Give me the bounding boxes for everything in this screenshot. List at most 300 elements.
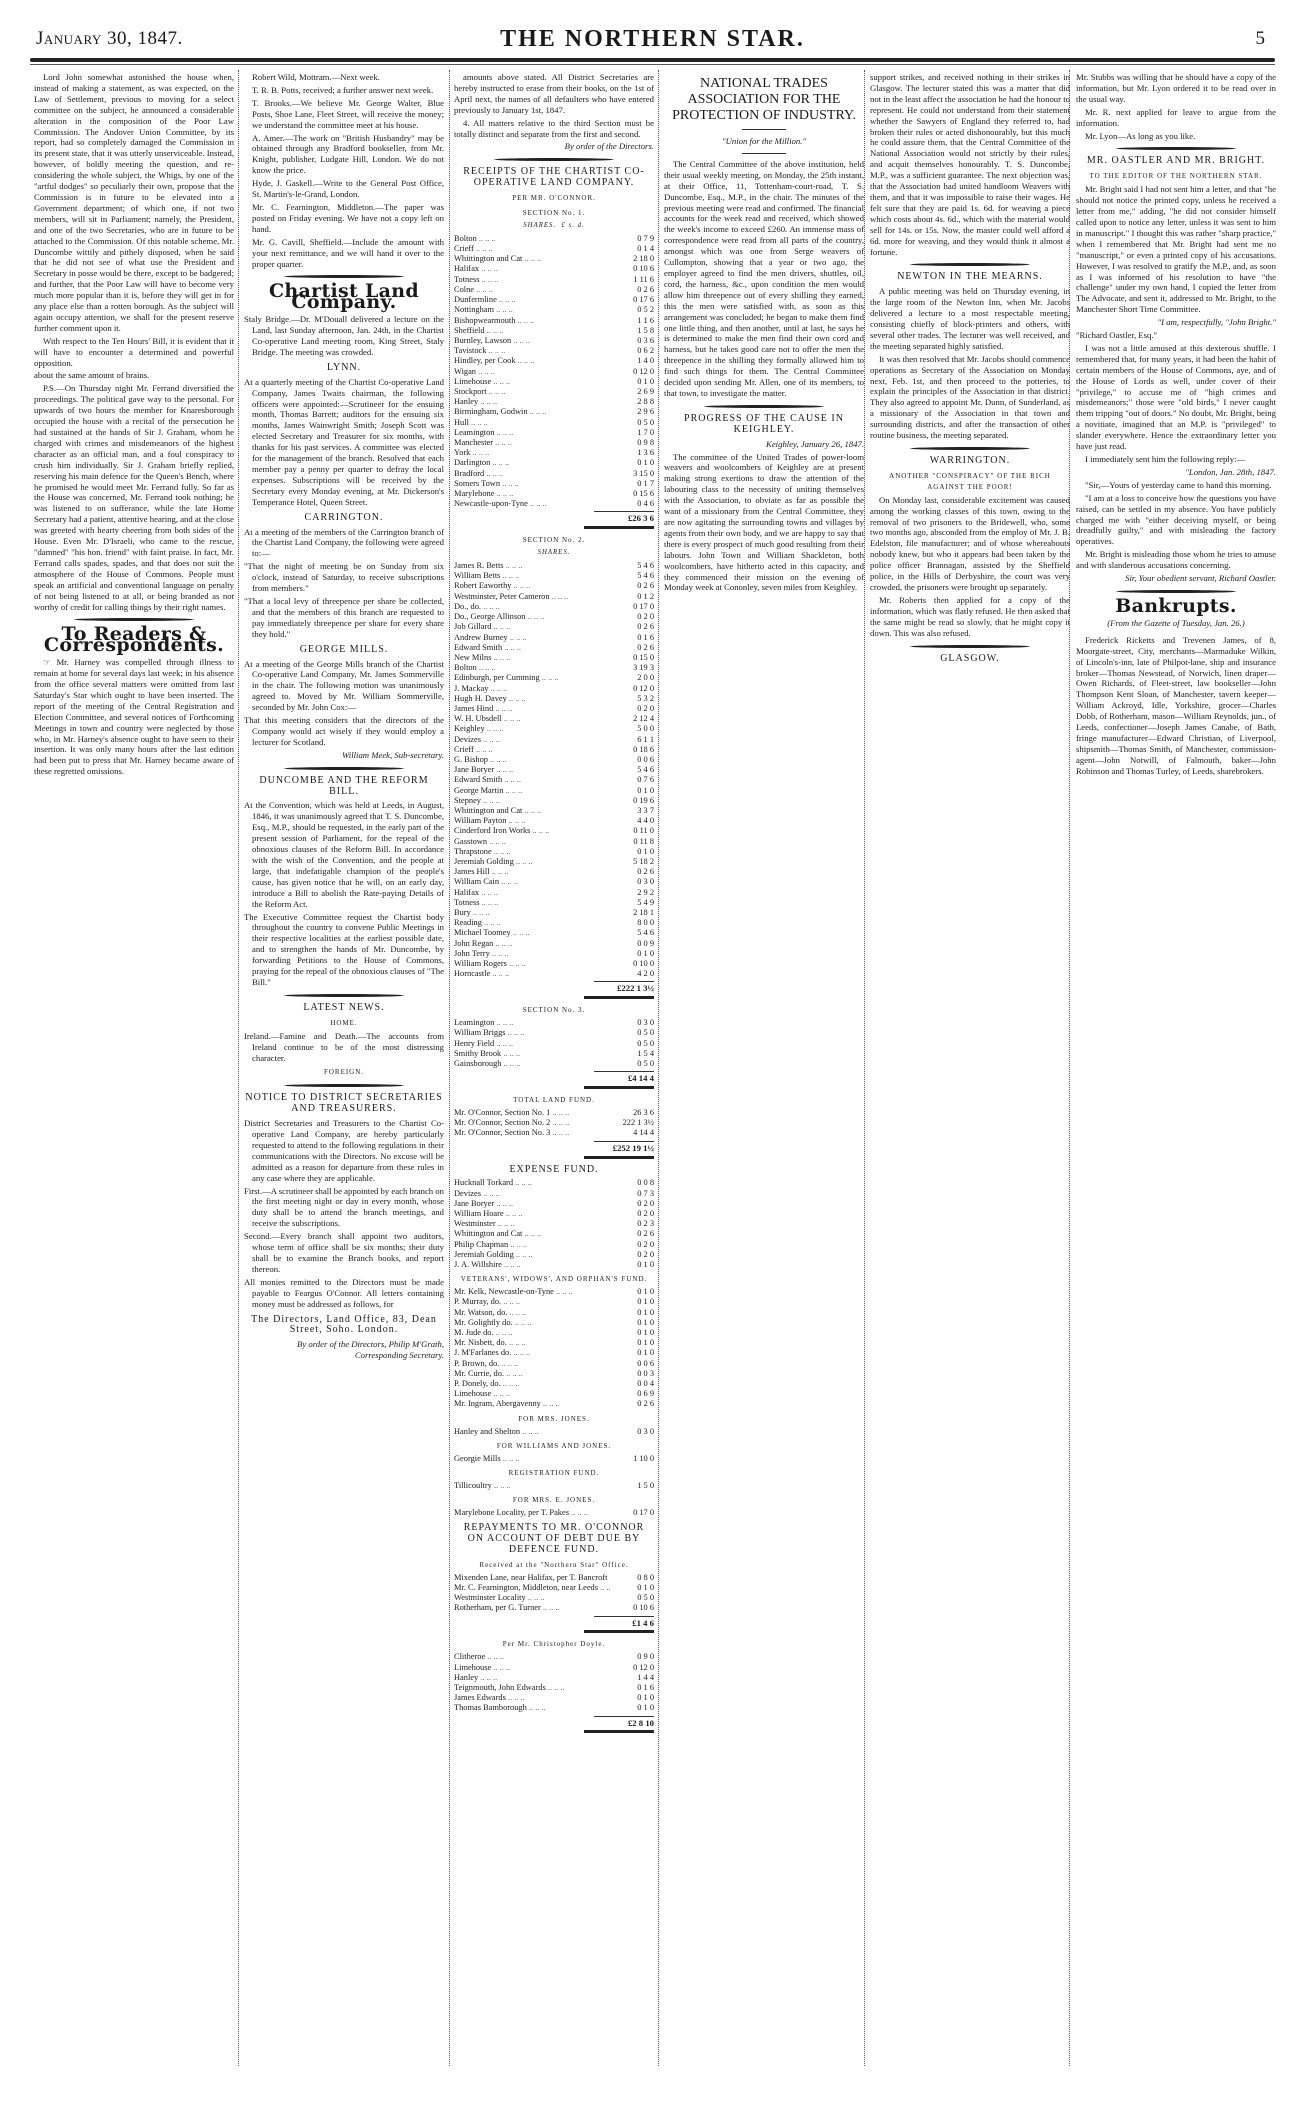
small-caption: FOR MRS. JONES. (518, 1414, 590, 1423)
ledger-name: Clitheroe .. (454, 1652, 610, 1662)
correspondent-notice: T. Brooks.—We believe Mr. George Walter, Blue Posts, Shoe Lane, Fleet Street, will receive the money; we understand the committee meet at his house. (252, 97, 444, 130)
article-paragraph: At a meeting of the members of the Carrington branch of the Chartist Land Company, the following were agreed to:— (244, 526, 444, 559)
small-caption: TO THE EDITOR OF THE NORTHERN STAR. (1089, 172, 1263, 181)
ledger-row (454, 1178, 654, 1188)
ledger-total: £1 4 6 (594, 1616, 654, 1629)
ledger-amount: 0 5 0 (637, 1593, 654, 1603)
article-paragraph: "Richard Oastler, Esq." (1076, 330, 1158, 341)
ledger-name: Manchester .. (454, 438, 610, 448)
ornamental-rule (910, 263, 1030, 266)
article-paragraph: Mr. R. next applied for leave to argue from the information. (1076, 106, 1276, 128)
ledger-row (454, 428, 654, 438)
article-subheading: LYNN. (326, 361, 362, 373)
article-subheading: WARRINGTON. (929, 455, 1011, 466)
ledger-amount: 0 1 0 (637, 948, 654, 958)
ledger-amount: 0 0 6 (637, 754, 654, 764)
ledger-row (454, 908, 654, 918)
ledger-amount: 0 6 9 (637, 1389, 654, 1399)
column-divider (1069, 70, 1070, 2066)
article-subheading: NEWTON IN THE MEARNS. (897, 271, 1043, 283)
ornamental-rule (74, 618, 194, 621)
ledger-name: James Hind .. (454, 704, 610, 714)
ledger-name: Gainsborough .. (454, 1059, 610, 1069)
ledger-row (454, 316, 654, 326)
ledger-name: Limehouse .. (454, 377, 610, 387)
ledger-row (454, 653, 654, 663)
ledger-row (454, 1189, 654, 1199)
ledger-name: Philip Chapman .. (454, 1240, 610, 1250)
column-divider (864, 70, 865, 2066)
ledger-row (454, 418, 654, 428)
ledger-row (454, 877, 654, 887)
ledger-name: W. H. Ubsdell .. (454, 714, 610, 724)
ledger-name: Whittington and Cat .. (454, 806, 610, 816)
ledger-name: William Rogers .. (454, 959, 610, 969)
article-paragraph: "That a local levy of threepence per share be collected, and that the members of this branch are requested to pay immediately threepence per share for every share they hold." (244, 595, 444, 639)
ledger-total: £26 3 6 (594, 511, 654, 524)
ledger-row (454, 1240, 654, 1250)
ledger-name: Tillicoultry .. (454, 1481, 610, 1491)
ledger-name: J. A. Willshire .. (454, 1260, 610, 1270)
article-subheading: PROGRESS OF THE CAUSE IN KEIGHLEY. (684, 412, 844, 435)
article-paragraph: Lord John somewhat astonished the house when, instead of making a statement, as was expected, on the Law of Settlement, previous to moving for a select committee on the subject, he announced a considerable alteration in the composition of the Poor Law Commission. The Andover Union Committee, by its report, had so completely damaged the Commission in its present state, that it was utterly unserviceable. Instead, however, of boldly meeting the question, and re-considering the whole subject, the Whigs, by one of the "artful dodges" so peculiarly their own, propose that the Commission is in future to be elevated into a Government department; of which one, if not two members, will sit in Parliament; namely, the President, and one of the two Secretaries, who are in future to be attached to the Commission. Of this notable scheme, Mr. Duncombe wittily and pithely disposed, when he said that he did not see of what use the President and Secretary in posse would be there, except to be badgered; and further, that the Poor Law will have to become very much more popular than it is, before they will get in for any place else than a rotten borough. As the subject will again occupy attention, we shall for the present reserve further comment upon it. (34, 72, 234, 333)
signature-line: "London, Jan. 28th, 1847. (1185, 466, 1276, 477)
small-caption: Per Mr. Christopher Doyle. (502, 1640, 606, 1649)
ledger-name: Jeremiah Golding .. (454, 857, 610, 867)
ledger-amount: 0 8 0 (637, 1572, 654, 1582)
article-paragraph: At the Convention, which was held at Leeds, in August, 1846, it was unanimously agreed that T. S. Duncombe, Esq., M.P., should be requested, in the early part of the present session of Parliament, for the repeal of the obnoxious clauses of the Reform Bill. In accordance with the wish of the Convention, and the people at large, that indefatigable champion of the people's cause, has given notice that he will, on an early day, introduce a Bill to abolish the Rate-paying Details of the Reform Act. (244, 800, 444, 909)
subscription-ledger (454, 221, 654, 529)
article-subheading: CARRINGTON. (304, 511, 384, 523)
ledger-name: William Briggs .. (454, 1028, 610, 1038)
ledger-row (454, 326, 654, 336)
subscription-ledger (454, 1573, 654, 1634)
ledger-row (454, 1603, 654, 1613)
ledger-row (454, 898, 654, 908)
ledger-amount: 1 4 0 (637, 356, 654, 366)
article-paragraph: First.—A scrutineer shall be appointed by each branch on the first meeting night or day in every month, whose duty shall be to attend the branch meetings, and receive the subscriptions. (244, 1185, 444, 1229)
ledger-amount: 0 2 0 (637, 612, 654, 622)
ledger-name: Mixenden Lane, near Halifax, per T. Bancroft .. (454, 1573, 610, 1583)
ledger-row (454, 1583, 654, 1593)
column-divider (449, 70, 450, 2066)
ledger-row (454, 397, 654, 407)
ledger-amount: 0 15 6 (633, 488, 654, 498)
ledger-name: Mr. Watson, do. .. (454, 1308, 610, 1318)
article-paragraph: ☞ Mr. Harney was compelled through illness to remain at home for several days last week; in his absence from the office several matters were omitted from last Saturday's Star which ought to have been inserted. The report of the meeting of the Central Registration and Election Committee, and several notices of Forthcoming Meetings in town and country were neglected by those who, in Mr. Harney's absence ought to have seen to their insertion. It was only many hours after the last edition had been put to press that Mr. Harney became aware of these regretted omissions. (34, 657, 234, 777)
signature-line: Keighley, January 26, 1847. (766, 438, 864, 449)
ledger-name: James R. Betts .. (454, 561, 610, 571)
subscription-ledger (454, 1018, 654, 1089)
ledger-row (454, 704, 654, 714)
motto-line: "Union for the Million." (721, 136, 807, 146)
ledger-amount: 0 10 6 (633, 264, 654, 274)
ledger-row (454, 1389, 654, 1399)
ledger-row (454, 581, 654, 591)
ledger-name: Bradford .. (454, 469, 610, 479)
ledger-total-rule (584, 1730, 654, 1733)
ledger-name: Wigan .. (454, 367, 610, 377)
ledger-amount: 0 5 0 (637, 1028, 654, 1038)
ledger-name: Mr. Kelk, Newcastle-on-Tyne .. (454, 1287, 610, 1297)
subscription-ledger (454, 1508, 654, 1518)
article-paragraph: At a quarterly meeting of the Chartist Co-operative Land Company, James Twaits chairman, the following officers were appointed:—Scrutineer for the ensuing month, Thomas Barrett; auditors for the ensuing six months, James Wainwright Smith; Joseph Scott was elected Secretary and Treasurer for six months, with thanks for his past services. A committee was elected for the management of the branch. Resolved that each member pay a penny per quarter to defray the local expenses. Subscriptions will be received by the Secretary every Monday evening, at Mr. Dickerson's Temperance Hotel, Queen Street. (244, 376, 444, 507)
ledger-name: Somers Town .. (454, 479, 610, 489)
ledger-row (454, 694, 654, 704)
ledger-name: Mr. C. Fearnington, Middleton, near Leeds .. (454, 1583, 610, 1593)
ledger-row (454, 438, 654, 448)
ledger-amount: 2 12 4 (633, 714, 654, 724)
ledger-amount: 5 0 0 (637, 724, 654, 734)
correspondent-notice: A. Amer.—The work on "British Husbandry" may be obtained through any Bradford bookseller, from Mr. Knight, publisher, Ludgate Hill, London. We do not know the price. (252, 132, 444, 176)
ledger-amount: 0 2 0 (637, 703, 654, 713)
ledger-row (454, 377, 654, 387)
ledger-amount: 0 2 0 (637, 1198, 654, 1208)
article-paragraph: support strikes, and received nothing in their strikes in Glasgow. The lecturer stated this was a matter that did not in the least affect the association he had the honour to represent. He could not understand from their statement whether the Sawyers of England they referred to, had broken their rules or acted dishonourably, but this much he could assure them, that the Central Committee of the National Association would not strictly by their rules, and acquit themselves honourably. T. S. Duncombe, M.P., was a sufficient guarantee. The next objection was, that the Association had united handloom Weavers with them, and that it was impossible to raise their wages. He felt sure that they are paid 1s. 6d. for weaving a piece which costs about 4s. 6d., which with the material would sell for 14s. or 15s. Now, the master could well afford a 6d. more for weaving, and they would think it almost a fortune. (870, 72, 1070, 257)
ledger-row (454, 949, 654, 959)
ledger-amount: 0 17 0 (633, 1507, 654, 1517)
ledger-row (454, 275, 654, 285)
subscription-ledger (454, 1454, 654, 1464)
ledger-row (454, 643, 654, 653)
ledger-name: Hindley, per Cook .. (454, 356, 610, 366)
ledger-amount: 5 18 2 (633, 856, 654, 866)
ledger-row (454, 867, 654, 877)
ledger-name: Henry Field .. (454, 1039, 610, 1049)
correspondent-notice: Robert Wild, Mottram.—Next week. (252, 72, 380, 82)
ledger-name: Hanley and Shelton .. (454, 1427, 610, 1437)
ledger-row (454, 786, 654, 796)
ledger-amount: 0 2 6 (637, 642, 654, 652)
ledger-name: Robert Eaworthy .. (454, 581, 610, 591)
ledger-name: Totness .. (454, 898, 610, 908)
ledger-name: Sheffield .. (454, 326, 610, 336)
ledger-amount: 0 1 0 (637, 458, 654, 468)
ledger-row (454, 928, 654, 938)
ledger-amount: 0 2 6 (637, 867, 654, 877)
subscription-ledger (454, 1287, 654, 1409)
subscription-ledger (454, 1481, 654, 1491)
small-caption: FOR WILLIAMS AND JONES. (496, 1441, 612, 1450)
ledger-name: Hugh H. Davey .. (454, 694, 610, 704)
ledger-amount: 0 2 6 (637, 1399, 654, 1409)
ledger-row (454, 775, 654, 785)
small-caption: TOTAL LAND FUND. (513, 1096, 595, 1105)
column-6 (1076, 72, 1276, 779)
ledger-row (454, 1318, 654, 1328)
ledger-name: Newcastle-upon-Tyne .. (454, 499, 610, 509)
ledger-amount: 0 1 6 (637, 632, 654, 642)
ledger-name: Westminster .. (454, 1219, 610, 1229)
article-paragraph: With respect to the Ten Hours' Bill, it is evident that it will have to encounter a determined and powerful opposition. (34, 335, 234, 368)
ledger-row (454, 469, 654, 479)
article-subheading: EXPENSE FUND. (509, 1163, 599, 1175)
ledger-row (454, 1229, 654, 1239)
ledger-amount: 1 5 0 (637, 1480, 654, 1490)
ledger-row (454, 714, 654, 724)
ledger-row (454, 1359, 654, 1369)
ledger-row (454, 765, 654, 775)
column-5 (870, 72, 1070, 667)
ledger-amount: 1 7 0 (637, 427, 654, 437)
ledger-name: Whittington and Cat .. (454, 1229, 610, 1239)
ledger-amount: 0 7 3 (637, 1188, 654, 1198)
ledger-row (454, 806, 654, 816)
ledger-amount: 222 1 3½ (622, 1118, 654, 1128)
ledger-amount: 1 4 4 (637, 1672, 654, 1682)
ledger-total-rule (584, 996, 654, 999)
ledger-name: M. Jude do. .. (454, 1328, 610, 1338)
ledger-column-header: SHARES. £ s. d. (523, 221, 585, 229)
ledger-amount: 0 1 0 (637, 785, 654, 795)
ledger-amount: 26 3 6 (633, 1108, 654, 1118)
ledger-total-rule (584, 1086, 654, 1089)
correspondent-notice: Mr. C. Fearnington, Middleton.—The paper was posted on Friday evening. We have not a copy left on hand. (252, 201, 444, 234)
ledger-row (454, 918, 654, 928)
article-paragraph: 4. All matters relative to the third Section must be totally distinct and separate from the first and second. (454, 117, 654, 139)
ledger-amount: 0 1 0 (637, 1693, 654, 1703)
ledger-row (454, 356, 654, 366)
small-caption: SECTION No. 2. (522, 536, 586, 545)
article-paragraph: amounts above stated. All District Secretaries are hereby instructed to erase from their books, on the 1st of April next, the names of all defaulters who have entered previously to January 1st, 1847. (454, 72, 654, 115)
ledger-name: Smithy Brook .. (454, 1049, 610, 1059)
signature-line: By order of the Directors, Philip M'Grath, Corresponding Secretary. (297, 1339, 444, 1361)
ledger-row (454, 796, 654, 806)
ledger-name: Edinburgh, per Cumming .. (454, 673, 610, 683)
ledger-row (454, 1018, 654, 1028)
ledger-name: Colne .. (454, 285, 610, 295)
ledger-amount: 0 1 0 (637, 1307, 654, 1317)
ledger-amount: 5 4 6 (637, 765, 654, 775)
article-subheading: REPAYMENTS TO MR. O'CONNOR ON ACCOUNT OF DEBT DUE BY DEFENCE FUND. (463, 1522, 645, 1555)
ornamental-rule (284, 1084, 404, 1087)
ledger-row (454, 1118, 654, 1128)
ledger-amount: 5 4 9 (637, 897, 654, 907)
ledger-row (454, 1039, 654, 1049)
ledger-row (454, 939, 654, 949)
ledger-amount: 0 0 3 (637, 1368, 654, 1378)
ledger-total-rule (584, 1156, 654, 1159)
ledger-name: Crieff .. (454, 745, 610, 755)
ledger-name: William Hoare .. (454, 1209, 610, 1219)
signature-line: By order of the Directors. (564, 141, 654, 152)
correspondent-notice: Hyde, J. Gaskell.—Write to the General Post Office, St. Martin's-le-Grand, London. (252, 178, 444, 200)
ledger-row (454, 571, 654, 581)
ledger-name: New Milns .. (454, 653, 610, 663)
column-1 (34, 72, 234, 779)
ledger-row (454, 1287, 654, 1297)
ledger-name: J. Mackay .. (454, 684, 610, 694)
newspaper-title: THE NORTHERN STAR. (500, 26, 805, 52)
ledger-amount: 0 1 0 (637, 1287, 654, 1297)
ledger-amount: 0 3 0 (637, 1426, 654, 1436)
ledger-name: Stockport .. (454, 387, 610, 397)
signature-line: "I am, respectfully, "John Bright." (1157, 317, 1276, 328)
article-paragraph: At a meeting of the George Mills branch of the Chartist Co-operative Land Company, Mr. James Sommerville in the chair. The following motion was unanimously agreed to. Moved by Mr. William Sommerville, seconded by Mr. John Cox:— (244, 658, 444, 713)
article-paragraph: Mr. Roberts then applied for a copy of the information, which was flatly refused. He then asked that the same might be read so slowly, that he might copy it down. This was also refused. (870, 594, 1070, 638)
signature-line: Sir, Your obedient servant, Richard Oastler. (1125, 573, 1276, 584)
ledger-amount: 0 1 2 (637, 591, 654, 601)
ledger-amount: 0 1 0 (637, 376, 654, 386)
ledger-amount: 0 1 0 (637, 1703, 654, 1713)
article-paragraph: Frederick Ricketts and Trevenen James, of 8, Moorgate-street, City, merchants—Marmaduke Wilkin, of Lincoln's-inn, late of Philpot-lane, ship and insurance broker—Thomas Newstead, of Norwich, linen draper—Owen Richards, of Fleet-street, law bookseller—John Thompson Kent Sloan, of Manchester, tavern keeper—William Ackroyd, Idle, Yorkshire, grocer—Charles Dobb, of Rotherham, mason—William Reynolds, jun., of Leeds, confectioner—Joseph James Canabe, of Bath, fringe manufacturer—Edward Christian, of Liverpool, shipsmith—Thomas Smith, of Manchester, commission-agent—John Notwill, of Falmouth, baker—John Robinson and Thomas Turley, of Leeds, sharebrokers. (1076, 634, 1276, 776)
subscription-ledger (454, 1178, 654, 1270)
ledger-row (454, 1308, 654, 1318)
article-paragraph: Second.—Every branch shall appoint two auditors, whose term of office shall be six months; their duty shall be to examine the Branch books, and report thereon. (244, 1231, 444, 1274)
ledger-amount: 1 1 6 (637, 315, 654, 325)
ledger-name: Limehouse .. (454, 1389, 610, 1399)
ledger-amount: 0 1 0 (637, 1582, 654, 1592)
ledger-name: Crieff .. (454, 244, 610, 254)
ledger-row (454, 367, 654, 377)
ledger-total: £252 19 1½ (594, 1141, 654, 1154)
article-paragraph: Mr. Bright is misleading those whom he tries to amuse and with slanderous accusations concerning. (1076, 549, 1276, 571)
small-caption: HOME. (330, 1018, 358, 1027)
ledger-name: Jane Boryer .. (454, 1199, 610, 1209)
article-paragraph: It was then resolved that Mr. Jacobs should commence operations as Secretary of the Association on Monday next, Feb. 1st, and then proceed to the potteries, to explain the principles of the Association in that district. They also agreed to appoint Mr. Dunn, of Sunderland, as a missionary of the Association in that town and surrounding districts, and after the transaction of other routine business, the meeting separated. (870, 353, 1070, 441)
subscription-ledger (454, 1108, 654, 1159)
ledger-row (454, 735, 654, 745)
section-heading: To Readers & Correspondents. (43, 623, 225, 657)
ledger-name: Jane Boryer .. (454, 765, 610, 775)
article-paragraph: I was not a little amused at this dexterous shuffle. I remembered that, for many years, it had been the habit of certain members of the House of Commons, aye, and of the House of Lords as well, under cover of their "privilege," to accuse me of "high crimes and misdemeanors;" those were "old birds," I never caught them tripping "out of doors." No doubt, Mr. Bright, being a novitiate, imagined that an M.P. is "privileged" to slander everywhere. Hence the extraordinary letter you have just read. (1076, 342, 1276, 452)
ledger-name: Horncastle .. (454, 969, 610, 979)
ledger-amount: 8 0 0 (637, 918, 654, 928)
ledger-name: Stepney .. (454, 796, 610, 806)
ledger-row (454, 684, 654, 694)
masthead-rule (30, 58, 1275, 62)
ledger-name: Westminster Locality .. (454, 1593, 610, 1603)
ledger-row (454, 1652, 654, 1662)
ledger-row (454, 244, 654, 254)
ledger-name: Bury .. (454, 908, 610, 918)
ledger-amount: 0 18 6 (633, 744, 654, 754)
ledger-amount: 0 2 6 (637, 1229, 654, 1239)
ledger-amount: 0 7 6 (637, 775, 654, 785)
ledger-row (454, 1427, 654, 1437)
article-paragraph: The Central Committee of the above institution, held their usual weekly meeting, on Monday, the 25th instant, at their Office, 11, Tottenham-court-road, T. S. Duncombe, Esq., M.P., in the chair. The minutes of the previous meeting were read and confirmed. The financial accounts for the week read and received, which showed the week's income to exceed £260. An immense mass of correspondence were read from all parts of the country, amongst which was one from Serge weavers of Cullompton, showing that a year or two ago, the employer agreed to find the men drivers, shuttles, oil, cord, the harness, &c., upon condition the men would allow him threepence out of every shilling they earned, this the men were satisfied with, as soon as this arrangement was concluded; he began to make them find one little thing, and then another, until at last, he says he is determined to make the men find their own cord and harness, but he takes good care not to offer the men the threepence in the shilling they formally allowed him to find such things for them. The Central Committee decided upon sending Mr. Allen, one of its members, to that town, to investigate the matter. (664, 158, 864, 398)
ledger-name: Hucknall Torkard .. (454, 1178, 610, 1188)
ledger-name: Michael Toomey .. (454, 928, 610, 938)
ledger-row (454, 847, 654, 857)
ledger-row (454, 1108, 654, 1118)
ledger-amount: 0 5 0 (637, 1059, 654, 1069)
column-divider (238, 70, 239, 2066)
ledger-amount: 0 1 0 (637, 1348, 654, 1358)
ledger-row (454, 888, 654, 898)
article-subheading: The Directors, Land Office, 83, Dean Street, Soho. London. (251, 1313, 437, 1336)
issue-date: January 30, 1847. (36, 28, 183, 49)
ledger-row (454, 285, 654, 295)
article-subheading: GEORGE MILLS. (299, 643, 389, 655)
article-paragraph: Ireland.—Famine and Death.—The accounts from Ireland continue to be of the most distressing character. (244, 1030, 444, 1063)
ledger-name: Halifax .. (454, 888, 610, 898)
ledger-name: Gasstown .. (454, 837, 610, 847)
ledger-row (454, 755, 654, 765)
ledger-amount: 4 14 4 (633, 1128, 654, 1138)
ledger-row (454, 724, 654, 734)
ledger-amount: 4 2 0 (637, 969, 654, 979)
ledger-amount: 0 0 4 (637, 1379, 654, 1389)
article-subheading: RECEIPTS OF THE CHARTIST CO-OPERATIVE LAND COMPANY. (463, 166, 645, 189)
ledger-amount: 0 1 0 (637, 846, 654, 856)
article-headline: NATIONAL TRADES ASSOCIATION FOR THE PROTECTION OF INDUSTRY. (672, 76, 856, 123)
ledger-amount: 2 18 0 (633, 254, 654, 264)
ledger-amount: 0 2 6 (637, 581, 654, 591)
ledger-amount: 2 9 6 (637, 407, 654, 417)
ornamental-rule (284, 767, 404, 770)
ledger-row (454, 479, 654, 489)
ledger-name: Cinderford Iron Works .. (454, 826, 610, 836)
ledger-row (454, 745, 654, 755)
article-paragraph: District Secretaries and Treasurers to the Chartist Co-operative Land Company, are hereby particularly requested to attend to the following regulations in their communications with the Directors. No excuse will be admitted as a reason for departure from these rules in any case where they are applicable. (244, 1118, 444, 1183)
ledger-row (454, 837, 654, 847)
article-paragraph: The Executive Committee request the Chartist body throughout the country to convene Public Meetings in their respective localities at the earliest possible date, and to strengthen the hands of Mr. Duncombe, by forwarding Petitions to the House of Commons, praying for the repeal of the obnoxious clauses of "The Bill." (244, 911, 444, 987)
ledger-name: Teignmouth, John Edwards .. (454, 1683, 610, 1693)
column-3 (454, 72, 654, 1739)
ledger-row (454, 387, 654, 397)
ledger-amount: 5 3 2 (637, 693, 654, 703)
ledger-row (454, 1338, 654, 1348)
ledger-name: Mr. Currie, do. .. (454, 1369, 610, 1379)
ledger-name: Mr. O'Connor, Section No. 1 .. (454, 1108, 610, 1118)
ledger-name: William Cain .. (454, 877, 610, 887)
ledger-row (454, 1399, 654, 1409)
ledger-row (454, 448, 654, 458)
ledger-row (454, 1573, 654, 1583)
ledger-row (454, 1199, 654, 1209)
ledger-amount: 1 3 6 (637, 448, 654, 458)
ledger-row (454, 816, 654, 826)
ledger-amount: 0 19 6 (633, 795, 654, 805)
ledger-name: Hanley .. (454, 1673, 610, 1683)
ledger-row (454, 1348, 654, 1358)
article-subheading: MR. OASTLER AND MR. BRIGHT. (1086, 155, 1266, 167)
ledger-amount: 2 9 2 (637, 887, 654, 897)
ledger-amount: 1 5 4 (637, 1048, 654, 1058)
ledger-name: Do., George Allinson .. (454, 612, 610, 622)
ledger-name: Burnley, Lawson .. (454, 336, 610, 346)
ledger-amount: 0 1 6 (637, 1682, 654, 1692)
ledger-name: Do., do. .. (454, 602, 610, 612)
subscription-ledger (454, 1427, 654, 1437)
ledger-row (454, 1508, 654, 1518)
ledger-amount: 0 3 6 (637, 335, 654, 345)
small-caption: SECTION No. 1. (522, 209, 586, 218)
ledger-name: Devizes .. (454, 735, 610, 745)
ornamental-rule (494, 158, 614, 161)
ledger-amount: 2 0 0 (637, 673, 654, 683)
small-caption: ANOTHER "CONSPIRACY" OF THE RICH AGAINST THE POOR! (889, 471, 1051, 491)
ledger-amount: 0 1 7 (637, 478, 654, 488)
ledger-row (454, 1481, 654, 1491)
ledger-name: Tavistock .. (454, 346, 610, 356)
ledger-name: Thrapstone .. (454, 847, 610, 857)
ledger-amount: 3 3 7 (637, 805, 654, 815)
column-divider (658, 70, 659, 2066)
correspondent-notice: T. R. B. Potts, received; a further answer next week. (252, 84, 434, 95)
ledger-amount: 1 5 8 (637, 325, 654, 335)
ledger-name: Totness .. (454, 275, 610, 285)
ledger-amount: 0 1 0 (637, 1317, 654, 1327)
ledger-amount: 4 4 0 (637, 816, 654, 826)
ledger-row (454, 295, 654, 305)
ledger-row (454, 673, 654, 683)
ledger-name: Nottingham .. (454, 305, 610, 315)
ledger-name: William Betts .. (454, 571, 610, 581)
ledger-name: Leamington .. (454, 428, 610, 438)
ledger-name: George Martin .. (454, 786, 610, 796)
